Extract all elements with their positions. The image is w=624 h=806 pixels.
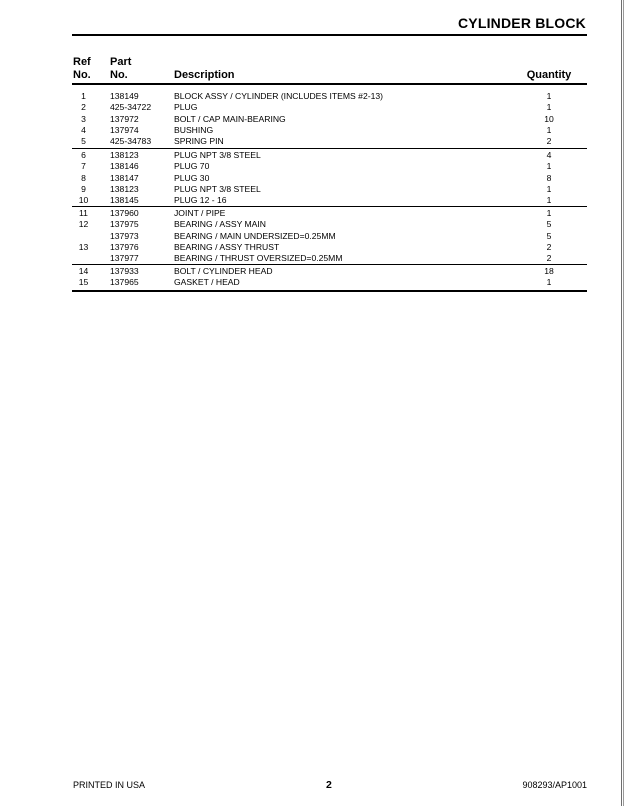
cell-ref-no: 12	[78, 219, 89, 230]
group-separator	[72, 206, 587, 207]
cell-quantity: 1	[546, 91, 552, 101]
table-row	[72, 208, 587, 219]
cell-description: BEARING / ASSY MAIN	[174, 219, 267, 230]
cell-ref-no: 10	[78, 195, 89, 206]
cell-description: BEARING / THRUST OVERSIZED=0.25MM	[174, 253, 343, 264]
cell-ref-no: 3	[81, 113, 86, 124]
table-row	[72, 242, 587, 253]
cell-quantity: 5	[546, 230, 552, 241]
cell-ref-no: 14	[78, 266, 89, 276]
header-rule	[72, 83, 587, 85]
cell-description: PLUG 30	[174, 172, 210, 183]
cell-description: PLUG	[174, 102, 198, 113]
cell-description: BEARING / MAIN UNDERSIZED=0.25MM	[174, 230, 336, 241]
cell-quantity: 1	[546, 195, 552, 206]
cell-quantity: 1	[546, 102, 552, 113]
cell-part-no: 137973	[110, 230, 139, 241]
table-row	[72, 173, 587, 184]
cell-quantity: 5	[546, 219, 552, 230]
table-row	[72, 114, 587, 125]
cell-quantity: 4	[546, 150, 552, 160]
table-row	[72, 231, 587, 242]
cell-quantity: 18	[544, 266, 554, 276]
cell-ref-no: 7	[81, 161, 86, 172]
table-row	[72, 150, 587, 161]
cell-ref-no: 13	[78, 241, 89, 252]
cell-quantity: 1	[546, 208, 552, 218]
document-code: 908293/AP1001	[522, 780, 587, 790]
cell-ref-no: 11	[79, 208, 88, 218]
cell-quantity: 8	[546, 172, 552, 183]
title-rule	[72, 34, 587, 36]
parts-group	[72, 266, 587, 289]
cell-quantity: 1	[546, 124, 552, 135]
cell-quantity: 1	[546, 183, 552, 194]
cell-description: BEARING / ASSY THRUST	[174, 241, 280, 252]
cell-description: JOINT / PIPE	[174, 208, 226, 218]
cell-ref-no: 9	[81, 183, 86, 194]
table-row	[72, 219, 587, 230]
parts-group	[72, 208, 587, 264]
cell-part-no: 137965	[110, 277, 139, 288]
cell-part-no: 138147	[110, 172, 139, 183]
cell-part-no: 138123	[110, 150, 139, 160]
parts-group	[72, 150, 587, 206]
table-row	[72, 102, 587, 113]
cell-part-no: 137972	[110, 113, 139, 124]
header-quantity: Quantity	[526, 69, 572, 81]
cell-part-no: 425-34783	[110, 136, 152, 147]
cell-description: SPRING PIN	[174, 136, 224, 147]
cell-description: PLUG NPT 3/8 STEEL	[174, 150, 261, 160]
cell-part-no: 137933	[110, 266, 139, 276]
table-row	[72, 253, 587, 264]
cell-part-no: 137960	[110, 208, 139, 218]
table-row	[72, 277, 587, 288]
cell-part-no: 138145	[110, 195, 139, 206]
header-ref-no: Ref No.	[73, 56, 91, 81]
cell-description: BOLT / CYLINDER HEAD	[174, 266, 273, 276]
cell-description: PLUG 70	[174, 161, 210, 172]
cell-ref-no: 15	[78, 277, 89, 288]
cell-quantity: 10	[544, 113, 554, 124]
cell-quantity: 1	[546, 161, 552, 172]
group-separator	[72, 264, 587, 265]
cell-part-no: 138149	[110, 91, 139, 101]
cell-quantity: 2	[546, 136, 552, 147]
header-description: Description	[174, 69, 235, 81]
cell-description: GASKET / HEAD	[174, 277, 240, 288]
footer-printed-in: PRINTED IN USA	[73, 780, 146, 790]
table-row	[72, 125, 587, 136]
page-edge	[621, 0, 622, 806]
cell-part-no: 137976	[110, 241, 139, 252]
cell-ref-no: 4	[81, 124, 86, 135]
cell-part-no: 138123	[110, 183, 139, 194]
cell-ref-no: 5	[81, 136, 86, 147]
cell-quantity: 2	[546, 241, 552, 252]
cell-part-no: 138146	[110, 161, 139, 172]
cell-part-no: 137975	[110, 219, 139, 230]
page-number: 2	[326, 779, 332, 791]
cell-description: BOLT / CAP MAIN-BEARING	[174, 113, 286, 124]
table-row	[72, 161, 587, 172]
cell-part-no: 137974	[110, 124, 139, 135]
cell-description: BUSHING	[174, 124, 214, 135]
parts-group	[72, 91, 587, 147]
cell-description: BLOCK ASSY / CYLINDER (INCLUDES ITEMS #2-13)	[174, 91, 384, 101]
cell-quantity: 2	[546, 253, 552, 264]
cell-ref-no: 8	[81, 172, 86, 183]
table-row	[72, 266, 587, 277]
group-separator	[72, 290, 587, 292]
cell-description: PLUG 12 - 16	[174, 195, 227, 206]
table-row	[72, 136, 587, 147]
cell-quantity: 1	[546, 277, 552, 288]
cell-ref-no: 1	[81, 91, 86, 101]
header-part-no: Part No.	[110, 56, 132, 81]
cell-ref-no: 6	[81, 150, 86, 160]
table-row	[72, 184, 587, 195]
cell-description: PLUG NPT 3/8 STEEL	[174, 183, 261, 194]
cell-part-no: 137977	[110, 253, 139, 264]
cell-ref-no: 2	[81, 102, 86, 113]
group-separator	[72, 148, 587, 149]
table-row	[72, 91, 587, 102]
cell-part-no: 425-34722	[110, 102, 152, 113]
page-title: CYLINDER BLOCK	[457, 15, 586, 31]
table-row	[72, 195, 587, 206]
